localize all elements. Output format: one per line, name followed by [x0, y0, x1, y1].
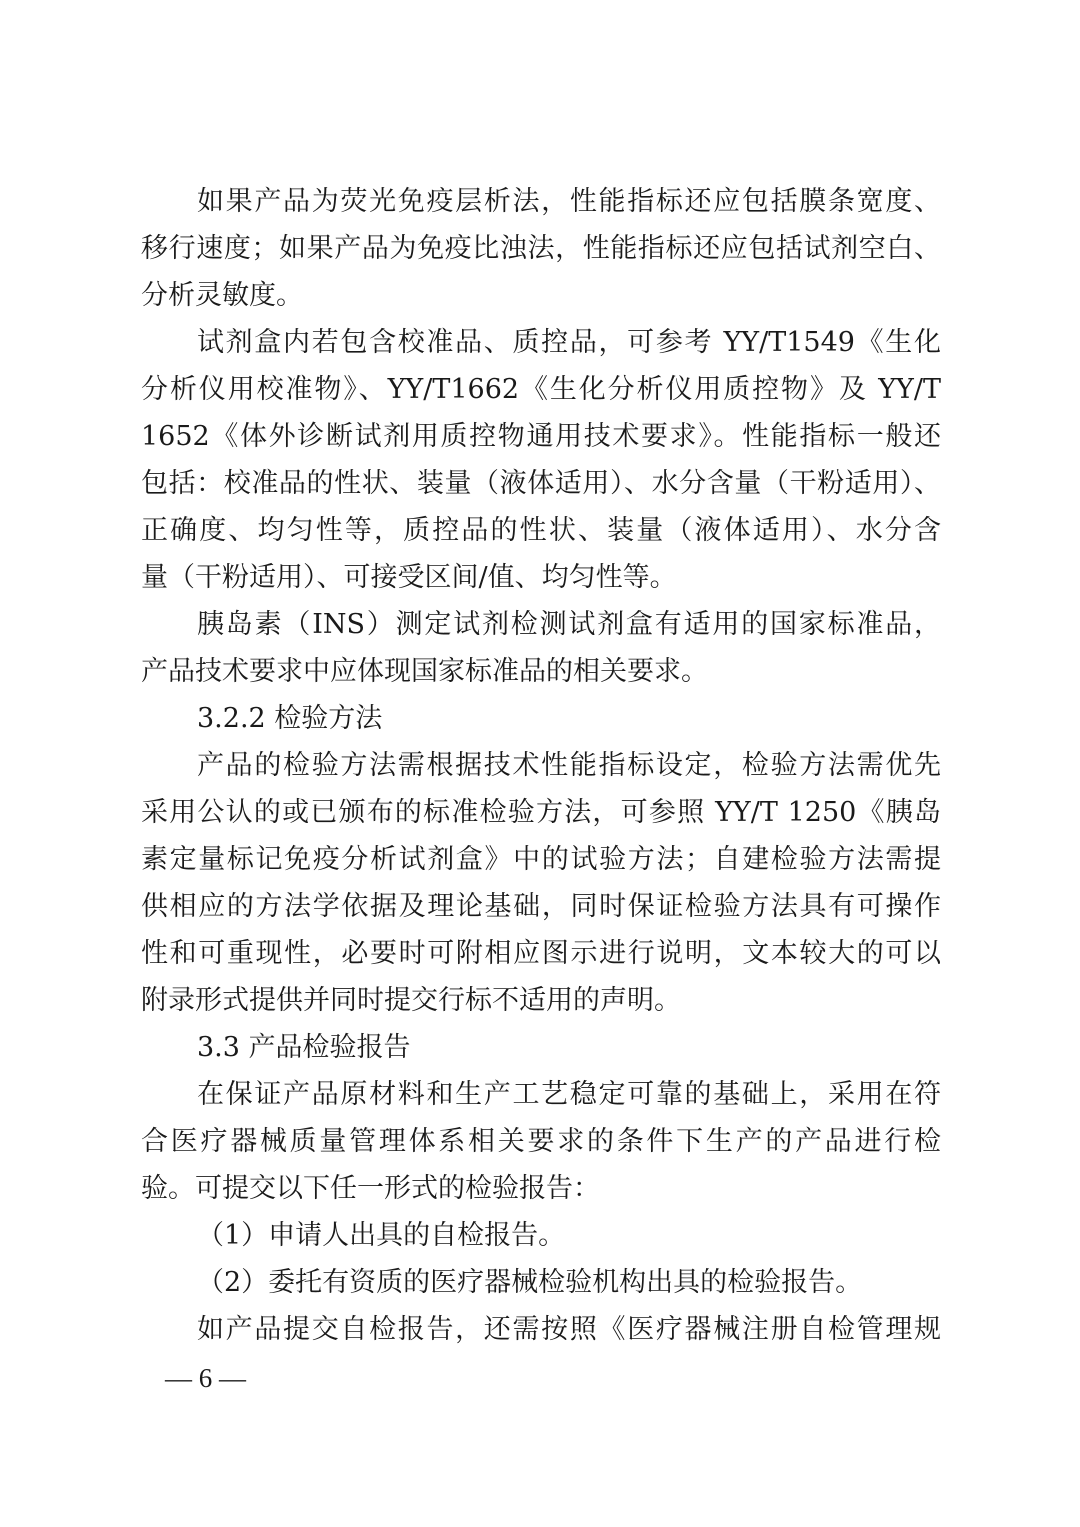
paragraph-line: 采用公认的或已颁布的标准检验方法，可参照 YY/T 1250《胰岛 — [141, 797, 941, 828]
paragraph-line: 分析仪用校准物》、YY/T1662《生化分析仪用质控物》及 YY/T — [141, 374, 941, 405]
paragraph-line: 性和可重现性，必要时可附相应图示进行说明，文本较大的可以 — [141, 938, 941, 969]
paragraph-line: 分析灵敏度。 — [141, 280, 303, 311]
paragraph-line: 包括：校准品的性状、装量（液体适用）、水分含量（干粉适用）、 — [141, 468, 941, 499]
paragraph-line: 素定量标记免疫分析试剂盒》中的试验方法；自建检验方法需提 — [141, 844, 941, 875]
paragraph-line: 验。可提交以下任一形式的检验报告： — [141, 1173, 600, 1204]
page-number: — 6 — — [165, 1363, 246, 1393]
paragraph-line: 正确度、均匀性等，质控品的性状、装量（液体适用）、水分含 — [141, 515, 941, 546]
section-heading: 3.2.2 检验方法 — [197, 703, 383, 734]
paragraph-line: 试剂盒内若包含校准品、质控品，可参考 YY/T1549《生化 — [197, 327, 941, 358]
paragraph-line: 如果产品为荧光免疫层析法，性能指标还应包括膜条宽度、 — [197, 186, 941, 217]
paragraph-line: 如产品提交自检报告，还需按照《医疗器械注册自检管理规 — [197, 1314, 941, 1345]
document-body — [141, 178, 941, 1353]
paragraph-line: 1652《体外诊断试剂用质控物通用技术要求》。性能指标一般还 — [141, 421, 941, 452]
paragraph-line: 供相应的方法学依据及理论基础，同时保证检验方法具有可操作 — [141, 891, 941, 922]
paragraph-line: 合医疗器械质量管理体系相关要求的条件下生产的产品进行检 — [141, 1126, 941, 1157]
list-item: （1）申请人出具的自检报告。 — [197, 1220, 566, 1251]
paragraph-line: 胰岛素（INS）测定试剂检测试剂盒有适用的国家标准品， — [197, 609, 941, 640]
list-item: （2）委托有资质的医疗器械检验机构出具的检验报告。 — [197, 1267, 863, 1298]
paragraph-line: 产品技术要求中应体现国家标准品的相关要求。 — [141, 656, 708, 687]
paragraph-line: 在保证产品原材料和生产工艺稳定可靠的基础上，采用在符 — [197, 1079, 941, 1110]
paragraph-line: 移行速度；如果产品为免疫比浊法，性能指标还应包括试剂空白、 — [141, 233, 941, 264]
paragraph-line: 量（干粉适用）、可接受区间/值、均匀性等。 — [141, 562, 677, 593]
paragraph-line: 产品的检验方法需根据技术性能指标设定，检验方法需优先 — [197, 750, 941, 781]
section-heading: 3.3 产品检验报告 — [197, 1032, 411, 1063]
paragraph-line: 附录形式提供并同时提交行标不适用的声明。 — [141, 985, 681, 1016]
